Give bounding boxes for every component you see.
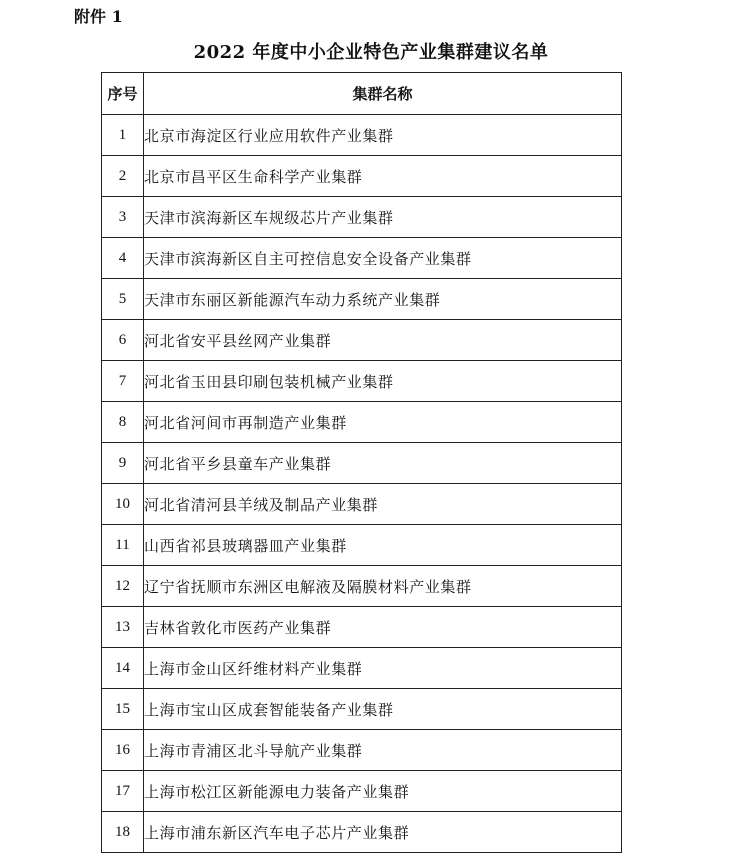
row-index: 3 [102,197,144,238]
cluster-name: 河北省玉田县印刷包装机械产业集群 [144,361,622,402]
table-row [102,812,622,853]
row-index: 2 [102,156,144,197]
table-row [102,156,622,197]
row-index: 16 [102,730,144,771]
table-row [102,484,622,525]
cluster-name: 上海市松江区新能源电力装备产业集群 [144,771,622,812]
row-index: 10 [102,484,144,525]
row-index: 6 [102,320,144,361]
cluster-name: 上海市金山区纤维材料产业集群 [144,648,622,689]
header-index: 序号 [102,73,144,115]
table-row [102,730,622,771]
table-row [102,197,622,238]
table-row [102,279,622,320]
cluster-name: 辽宁省抚顺市东洲区电解液及隔膜材料产业集群 [144,566,622,607]
row-index: 8 [102,402,144,443]
cluster-name: 北京市昌平区生命科学产业集群 [144,156,622,197]
table-row [102,320,622,361]
attachment-label: 附件 1 [74,7,123,26]
row-index: 14 [102,648,144,689]
row-index: 4 [102,238,144,279]
cluster-name: 河北省平乡县童车产业集群 [144,443,622,484]
row-index: 18 [102,812,144,853]
cluster-name: 河北省河间市再制造产业集群 [144,402,622,443]
row-index: 15 [102,689,144,730]
table-row [102,443,622,484]
table-row [102,525,622,566]
row-index: 12 [102,566,144,607]
document-title: 2022 年度中小企业特色产业集群建议名单 [193,42,549,63]
row-index: 17 [102,771,144,812]
cluster-table [101,72,622,853]
row-index: 7 [102,361,144,402]
table-header-row [102,73,622,115]
table-row [102,648,622,689]
row-index: 11 [102,525,144,566]
table-row [102,607,622,648]
cluster-name: 吉林省敦化市医药产业集群 [144,607,622,648]
header-cluster-name: 集群名称 [144,73,622,115]
row-index: 13 [102,607,144,648]
table-body [102,115,622,853]
row-index: 1 [102,115,144,156]
cluster-name: 上海市宝山区成套智能装备产业集群 [144,689,622,730]
table-row [102,361,622,402]
table-row [102,402,622,443]
table-row [102,238,622,279]
cluster-name: 天津市东丽区新能源汽车动力系统产业集群 [144,279,622,320]
cluster-name: 天津市滨海新区车规级芯片产业集群 [144,197,622,238]
cluster-name: 河北省安平县丝网产业集群 [144,320,622,361]
cluster-name: 上海市青浦区北斗导航产业集群 [144,730,622,771]
cluster-name: 上海市浦东新区汽车电子芯片产业集群 [144,812,622,853]
cluster-name: 北京市海淀区行业应用软件产业集群 [144,115,622,156]
cluster-name: 山西省祁县玻璃器皿产业集群 [144,525,622,566]
cluster-name: 天津市滨海新区自主可控信息安全设备产业集群 [144,238,622,279]
cluster-name: 河北省清河县羊绒及制品产业集群 [144,484,622,525]
row-index: 5 [102,279,144,320]
table-row [102,566,622,607]
table-row [102,771,622,812]
table-row [102,115,622,156]
row-index: 9 [102,443,144,484]
table-row [102,689,622,730]
